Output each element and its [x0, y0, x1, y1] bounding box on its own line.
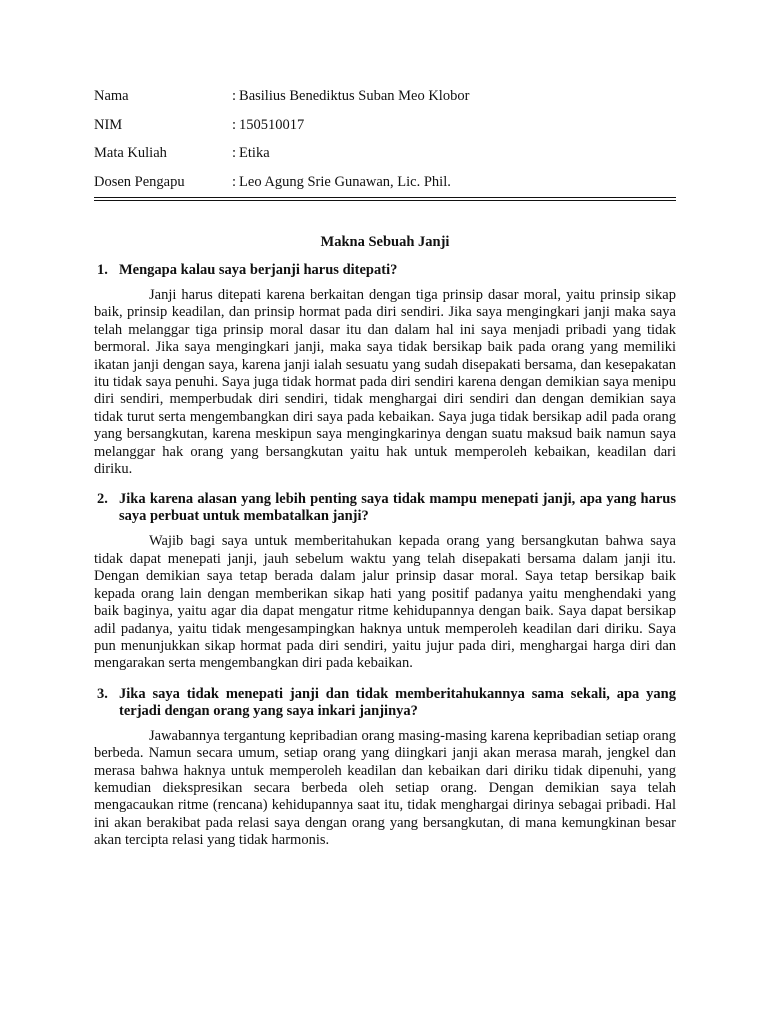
header-separator: : [232, 116, 237, 133]
header-value: Etika [239, 145, 270, 161]
identity-header [94, 86, 676, 200]
document-body [94, 262, 676, 863]
question-number: 3. [97, 685, 108, 702]
question-3 [94, 686, 676, 720]
question-text: Mengapa kalau saya berjanji harus ditepati? [119, 262, 398, 278]
document-title: Makna Sebuah Janji [320, 234, 450, 250]
header-row-mata-kuliah [94, 143, 676, 172]
header-divider-top [94, 197, 676, 198]
header-row-nama [94, 86, 676, 115]
header-value: Leo Agung Srie Gunawan, Lic. Phil. [239, 173, 451, 190]
header-separator: : [232, 145, 237, 161]
question-number: 2. [97, 491, 108, 508]
header-separator: : [232, 88, 237, 104]
header-label: Mata Kuliah [94, 145, 167, 161]
question-text: Jika saya tidak menepati janji dan tidak memberitahukannya sama sekali, apa yang terjadi dengan orang yang saya inkari janjinya? [119, 685, 676, 719]
header-divider-bottom [94, 200, 676, 201]
header-separator: : [232, 173, 237, 190]
header-label: NIM [94, 116, 123, 133]
question-text: Jika karena alasan yang lebih penting saya tidak mampu menepati janji, apa yang harus saya perbuat untuk membatalkan janji? [119, 491, 676, 525]
question-2 [94, 491, 676, 525]
header-label: Dosen Pengapu [94, 173, 185, 190]
answer-2: Wajib bagi saya untuk memberitahukan kepada orang yang bersangkutan bahwa saya tidak dapat menepati janji, jauh sebelum waktu yang telah disepakati bersama dalam janji itu. Dengan demikian saya tetap berada dalam jalur prinsip dasar moral. Saya tetap bersikap baik kepada orang lain dengan memberikan sikap hati yang positif padanya yaitu menghendaki yang baik baginya, yaitu agar dia dapat mengatur ritme kehidupannya dengan baik. Saya dapat bersikap adil padanya, yaitu tidak mengesampingkan haknya untuk memperoleh keadilan dari diriku. Saya pun menunjukkan sikap hormat pada diri sendiri, yaitu jujur pada diri, menghargai harga diri dan mengarakan serta mengembangkan diri pada kebaikan. [94, 533, 676, 672]
answer-1: Janji harus ditepati karena berkaitan dengan tiga prinsip dasar moral, yaitu prinsip sikap baik, prinsip keadilan, dan prinsip hormat pada diri sendiri. Jika saya mengingkari janji maka saya telah melanggar tiga prinsip moral dasar itu dan dalam hal ini saya menjadi pribadi yang tidak bermoral. Jika saya mengingkari janji, maka saya tidak bersikap baik pada orang yang memiliki ikatan janji dengan saya, karena janji ialah sesuatu yang sudah disepakati bersama, dan kesepakatan itu tidak saya penuhi. Saya juga tidak hormat pada diri sendiri karena dengan demikian saya menipu diri sendiri, memperbudak diri sendiri, tidak menghargai diri sendiri dan dengan demikian saya tidak turut serta mengembangkan diri saya pada kebaikan. Saya juga tidak bersikap adil pada orang yang bersangkutan, karena meskipun saya mengingkarinya dengan suatu maksud baik namun saya melanggar hak orang yang bersangkutan yaitu hak untuk memperoleh kebaikan, keadilan dari diriku. [94, 287, 676, 478]
answer-3: Jawabannya tergantung kepribadian orang masing-masing karena kepribadian setiap orang berbeda. Namun secara umum, setiap orang yang diingkari janji akan merasa marah, jengkel dan merasa bahwa haknya untuk memperoleh keadilan dan kebaikan dari diriku tidak dipenuhi, yang kemudian diekspresikan secara berbeda oleh setiap orang. Dengan demikian saya telah mengacaukan ritme (rencana) kehidupannya saat itu, tidak menghargai dirinya sebagai pribadi. Hal ini akan berakibat pada relasi saya dengan orang yang bersangkutan, di mana kemungkinan besar akan tercipta relasi yang tidak harmonis. [94, 727, 676, 849]
question-number: 1. [97, 262, 108, 278]
header-value: 150510017 [239, 116, 305, 133]
header-row-dosen-pengapu [94, 172, 676, 201]
header-label: Nama [94, 88, 129, 104]
header-row-nim [94, 115, 676, 144]
question-1 [94, 262, 676, 279]
header-value: Basilius Benediktus Suban Meo Klobor [239, 88, 470, 104]
